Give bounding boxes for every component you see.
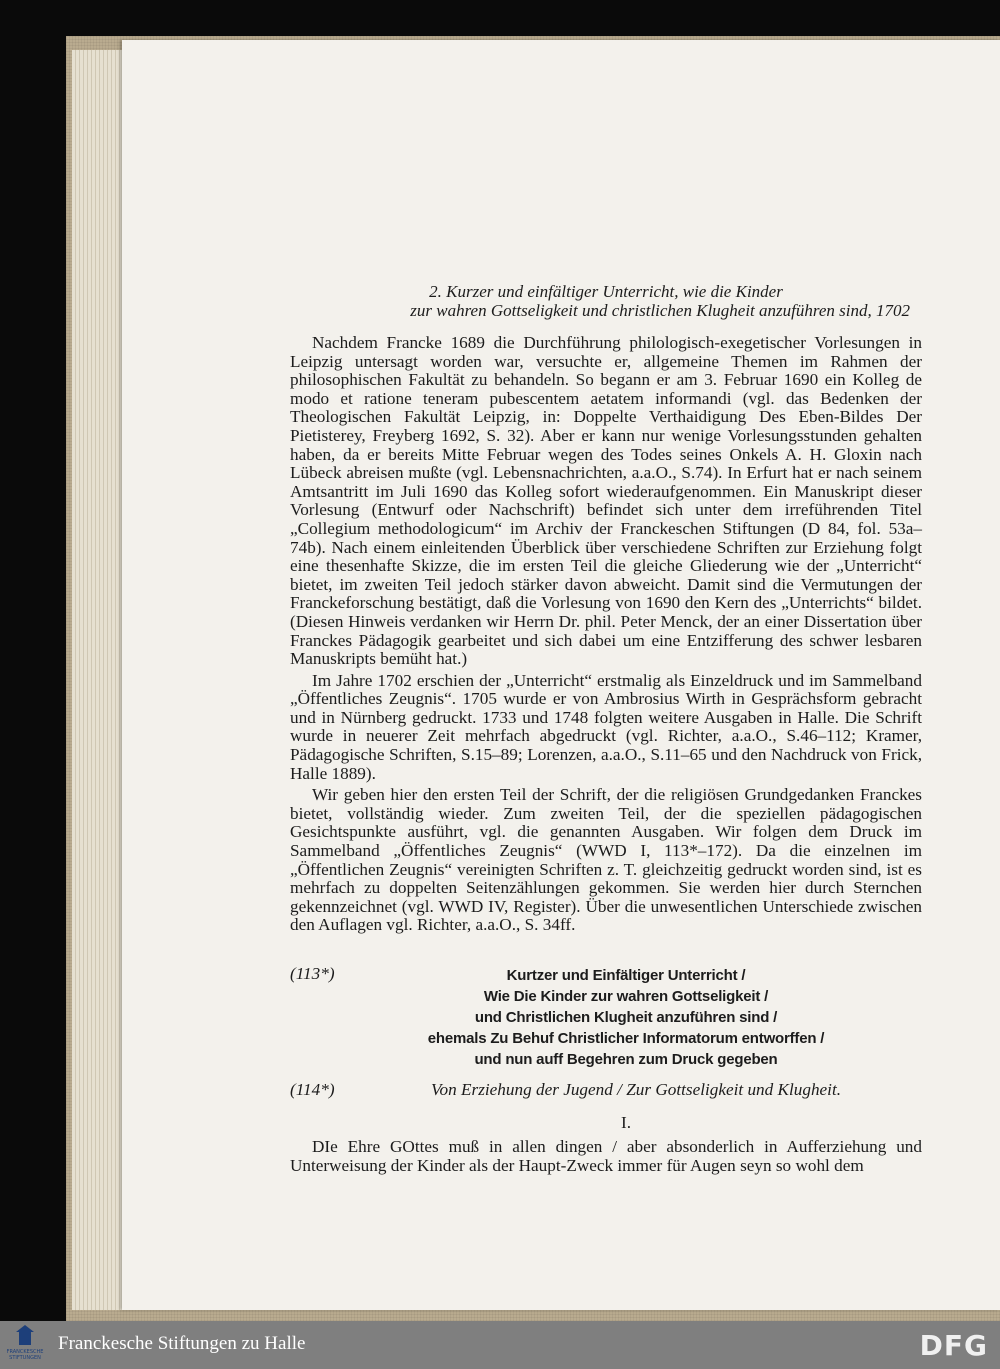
intro-paragraph-1: Nachdem Francke 1689 die Durchführung philologisch-exegetischer Vorlesungen in Leipzig untersagt worden war, versuchte er, allgemeine Themen im Rahmen der philosophischen Fakultät zu behandeln. So begann er am 3. Februar 1690 ein Kolleg de modo et ratione teneram pubescentem aetatem informandi (vgl. das Bedenken der Theologischen Fakultät Leipzig, in: Doppelte Verthaidigung Des Eben-Bildes Der Pietisterey, Freyberg 1692, S. 32). Aber er kann nur wenige Vorlesungsstunden gehalten haben, da er bereits Mitte Februar wegen des Todes seines Onkels A. H. Gloxin nach Lübeck abreisen mußte (vgl. Lebensnachrichten, a.a.O., S.74). In Erfurt hat er nach seinem Amtsantritt im Juli 1690 das Kolleg sofort wiederaufgenommen. Ein Manuskript dieser Vorlesung (Entwurf oder Nachschrift) befindet sich unter dem irreführenden Titel „Collegium methodologicum“ im Archiv der Franckeschen Stiftungen (D 84, fol. 53a–74b). Nach einem einleitenden Überblick über verschiedene Schriften zur Erziehung folgt eine thesenhafte Skizze, die im ersten Teil die gleiche Gliederung wie der „Unterricht“ bietet, im zweiten Teil jedoch stärker davon abweicht. Damit sind die Vermutungen der Franckeforschung bestätigt, daß die Vorlesung von 1690 den Kern des „Unterrichts“ bildet. (Diesen Hinweis verdanken wir Herrn Dr. phil. Peter Menck, der an einer Dissertation über Franckes Pädagogik gearbeitet und sich dabei um eine Entzifferung des schwer lesbaren Manuskripts bemüht hat.) [290,333,922,669]
section-title-line-2: zur wahren Gottseligkeit und christlichen Klugheit anzuführen sind, 1702 [410,301,910,320]
source-title-line: und nun auff Begehren zum Druck gegeben [474,1051,778,1068]
source-subtitle-block [290,1081,922,1100]
source-title [290,965,922,1070]
logo-text: FRANCKESCHE STIFTUNGEN [6,1349,44,1361]
intro-paragraph-3: Wir geben hier den ersten Teil der Schrift, der die religiösen Grundgedanken Franckes bietet, vollständig wieder. Zum zweiten Teil, der die speziellen pädagogischen Gesichtspunkte ausführt, vgl. die genannten Ausgaben. Wir folgen dem Druck im Sammelband „Öffentliches Zeugnis“ (WWD I, 113*–172). Da die einzelnen im „Öffentlichen Zeugnis“ vereinigten Schriften z. T. gleichzeitig gedruckt worden sind, ist es mehrfach zu doppelten Seitenzählungen gekommen. Sie werden hier durch Sternchen gekennzeichnet (vgl. WWD IV, Register). Über die unwesentlichen Unterschiede zwischen den Auflagen vgl. Richter, a.a.O., S. 34ff. [290,785,922,935]
intro-paragraph-2: Im Jahre 1702 erschien der „Unterricht“ erstmalig als Einzeldruck und im Sammelband „Öffentliches Zeugnis“. 1705 wurde er von Ambrosius Wirth in Gesprächsform gebracht und in Nürnberg gedruckt. 1733 und 1748 folgten weitere Ausgaben in Halle. Die Schrift wurde in neuerer Zeit mehrfach abgedruckt (vgl. Richter, a.a.O., S.46–112; Kramer, Pädagogische Schriften, S.15–89; Lorenzen, a.a.O., S.11–65 und den Nachdruck von Frick, Halle 1889). [290,670,922,783]
source-title-line: und Christlichen Klugheit anzuführen sind / [474,1009,778,1026]
source-subtitle: Von Erziehung der Jugend / Zur Gottseligkeit und Klugheit. [430,1080,842,1099]
page-marker-113: (113*) [290,964,335,983]
section-title [290,282,922,320]
page-marker-114: (114*) [290,1080,335,1099]
dfg-logo: DFG [919,1329,988,1362]
institution-logo-icon [8,1329,42,1363]
footer-bar [0,1321,1000,1369]
section-title-line-1: 2. Kurzer und einfältiger Unterricht, wie die Kinder [429,282,783,301]
source-body-text: DIe Ehre GOttes muß in allen dingen / aber absonderlich in Aufferziehung und Unterweisung der Kinder als der Haupt-Zweck immer für Augen seyn so wohl dem [290,1137,922,1175]
source-title-block [290,965,922,1070]
page-content [290,282,922,1175]
source-title-line: ehemals Zu Behuf Christlicher Informatorum entworffen / [427,1030,825,1047]
source-title-line: Wie Die Kinder zur wahren Gottseligkeit / [483,988,769,1005]
chapter-numeral: I. [620,1112,632,1132]
institution-name: Franckesche Stiftungen zu Halle [58,1333,306,1354]
source-title-line: Kurtzer und Einfältiger Unterricht / [506,967,746,984]
